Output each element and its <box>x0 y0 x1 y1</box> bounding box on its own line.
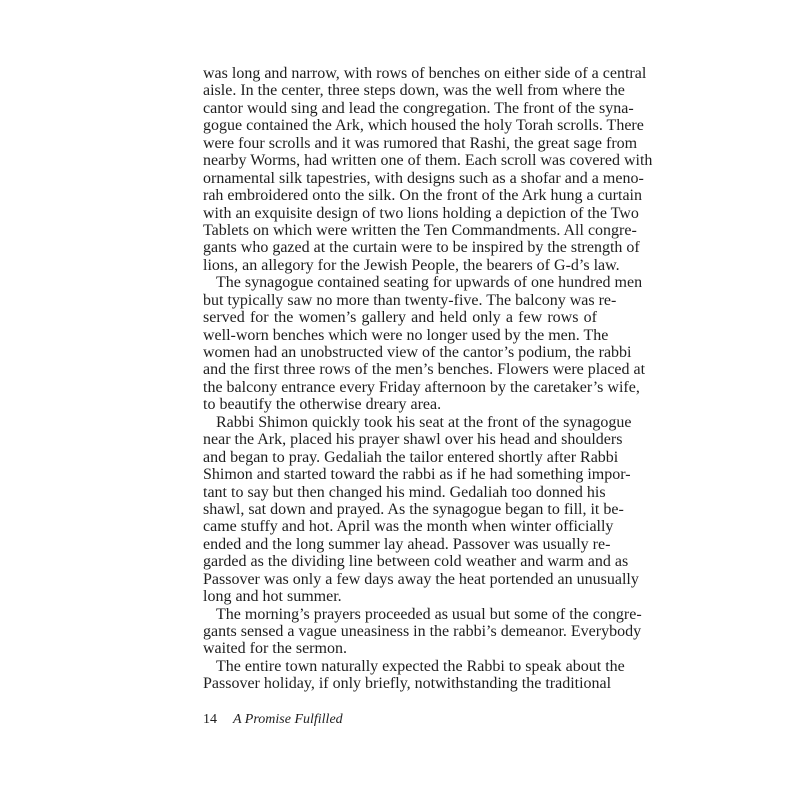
text-line: and the first three rows of the men’s benches. Flowers were placed at <box>203 361 646 379</box>
text-line: Passover holiday, if only briefly, notwithstanding the traditional <box>203 675 612 693</box>
text-line: Rabbi Shimon quickly took his seat at the front of the synagogue <box>216 413 632 431</box>
page-body-text <box>203 65 653 693</box>
text-line: long and hot summer. <box>203 588 342 606</box>
text-line: Shimon and started toward the rabbi as if he had something impor- <box>203 466 631 484</box>
page-footer <box>203 711 343 729</box>
text-line: and began to pray. Gedaliah the tailor entered shortly after Rabbi <box>203 448 619 466</box>
text-line: lions, an allegory for the Jewish People, the bearers of G-d’s law. <box>203 256 620 274</box>
text-line: garded as the dividing line between cold weather and warm and as <box>203 553 629 571</box>
text-line: well-worn benches which were no longer used by the men. The <box>203 326 609 344</box>
text-line: cantor would sing and lead the congregation. The front of the syna- <box>203 99 634 117</box>
text-line: was long and narrow, with rows of benches on either side of a central <box>203 65 647 82</box>
text-line: rah embroidered onto the silk. On the front of the Ark hung a curtain <box>203 187 642 205</box>
text-line: women had an unobstructed view of the cantor’s podium, the rabbi <box>203 344 632 361</box>
text-line: Tablets on which were written the Ten Commandments. All congre- <box>203 221 637 239</box>
text-line: came stuffy and hot. April was the month when winter officially <box>203 518 614 536</box>
text-line: shawl, sat down and prayed. As the synagogue began to fill, it be- <box>203 500 624 518</box>
text-line: with an exquisite design of two lions holding a depiction of the Two <box>203 204 639 222</box>
text-line: Passover was only a few days away the heat portended an unusually <box>203 570 639 588</box>
text-line: aisle. In the center, three steps down, was the well from where the <box>203 82 625 100</box>
text-line: waited for the sermon. <box>203 640 347 658</box>
text-line: nearby Worms, had written one of them. Each scroll was covered with <box>203 152 653 170</box>
running-title: A Promise Fulfilled <box>233 712 343 727</box>
text-line: gants who gazed at the curtain were to be inspired by the strength of <box>203 239 640 257</box>
text-line: gants sensed a vague uneasiness in the rabbi’s demeanor. Everybody <box>203 623 642 640</box>
text-line: gogue contained the Ark, which housed the holy Torah scrolls. There <box>203 117 644 135</box>
text-line: served for the women’s gallery and held only a few rows of <box>203 309 597 327</box>
page-number: 14 <box>203 712 217 727</box>
text-line: were four scrolls and it was rumored that Rashi, the great sage from <box>203 134 638 152</box>
text-line: The entire town naturally expected the Rabbi to speak about the <box>216 657 625 675</box>
text-line: ornamental silk tapestries, with designs such as a shofar and a meno- <box>203 169 644 187</box>
text-line: tant to say but then changed his mind. Gedaliah too donned his <box>203 483 606 501</box>
text-line: but typically saw no more than twenty-five. The balcony was re- <box>203 291 617 309</box>
text-line: the balcony entrance every Friday afternoon by the caretaker’s wife, <box>203 378 640 396</box>
text-line: near the Ark, placed his prayer shawl over his head and shoulders <box>203 431 623 449</box>
text-line: to beautify the otherwise dreary area. <box>203 396 442 414</box>
text-line: The synagogue contained seating for upwards of one hundred men <box>216 274 643 292</box>
text-line: ended and the long summer lay ahead. Passover was usually re- <box>203 535 611 553</box>
text-line: The morning’s prayers proceeded as usual but some of the congre- <box>216 605 642 623</box>
